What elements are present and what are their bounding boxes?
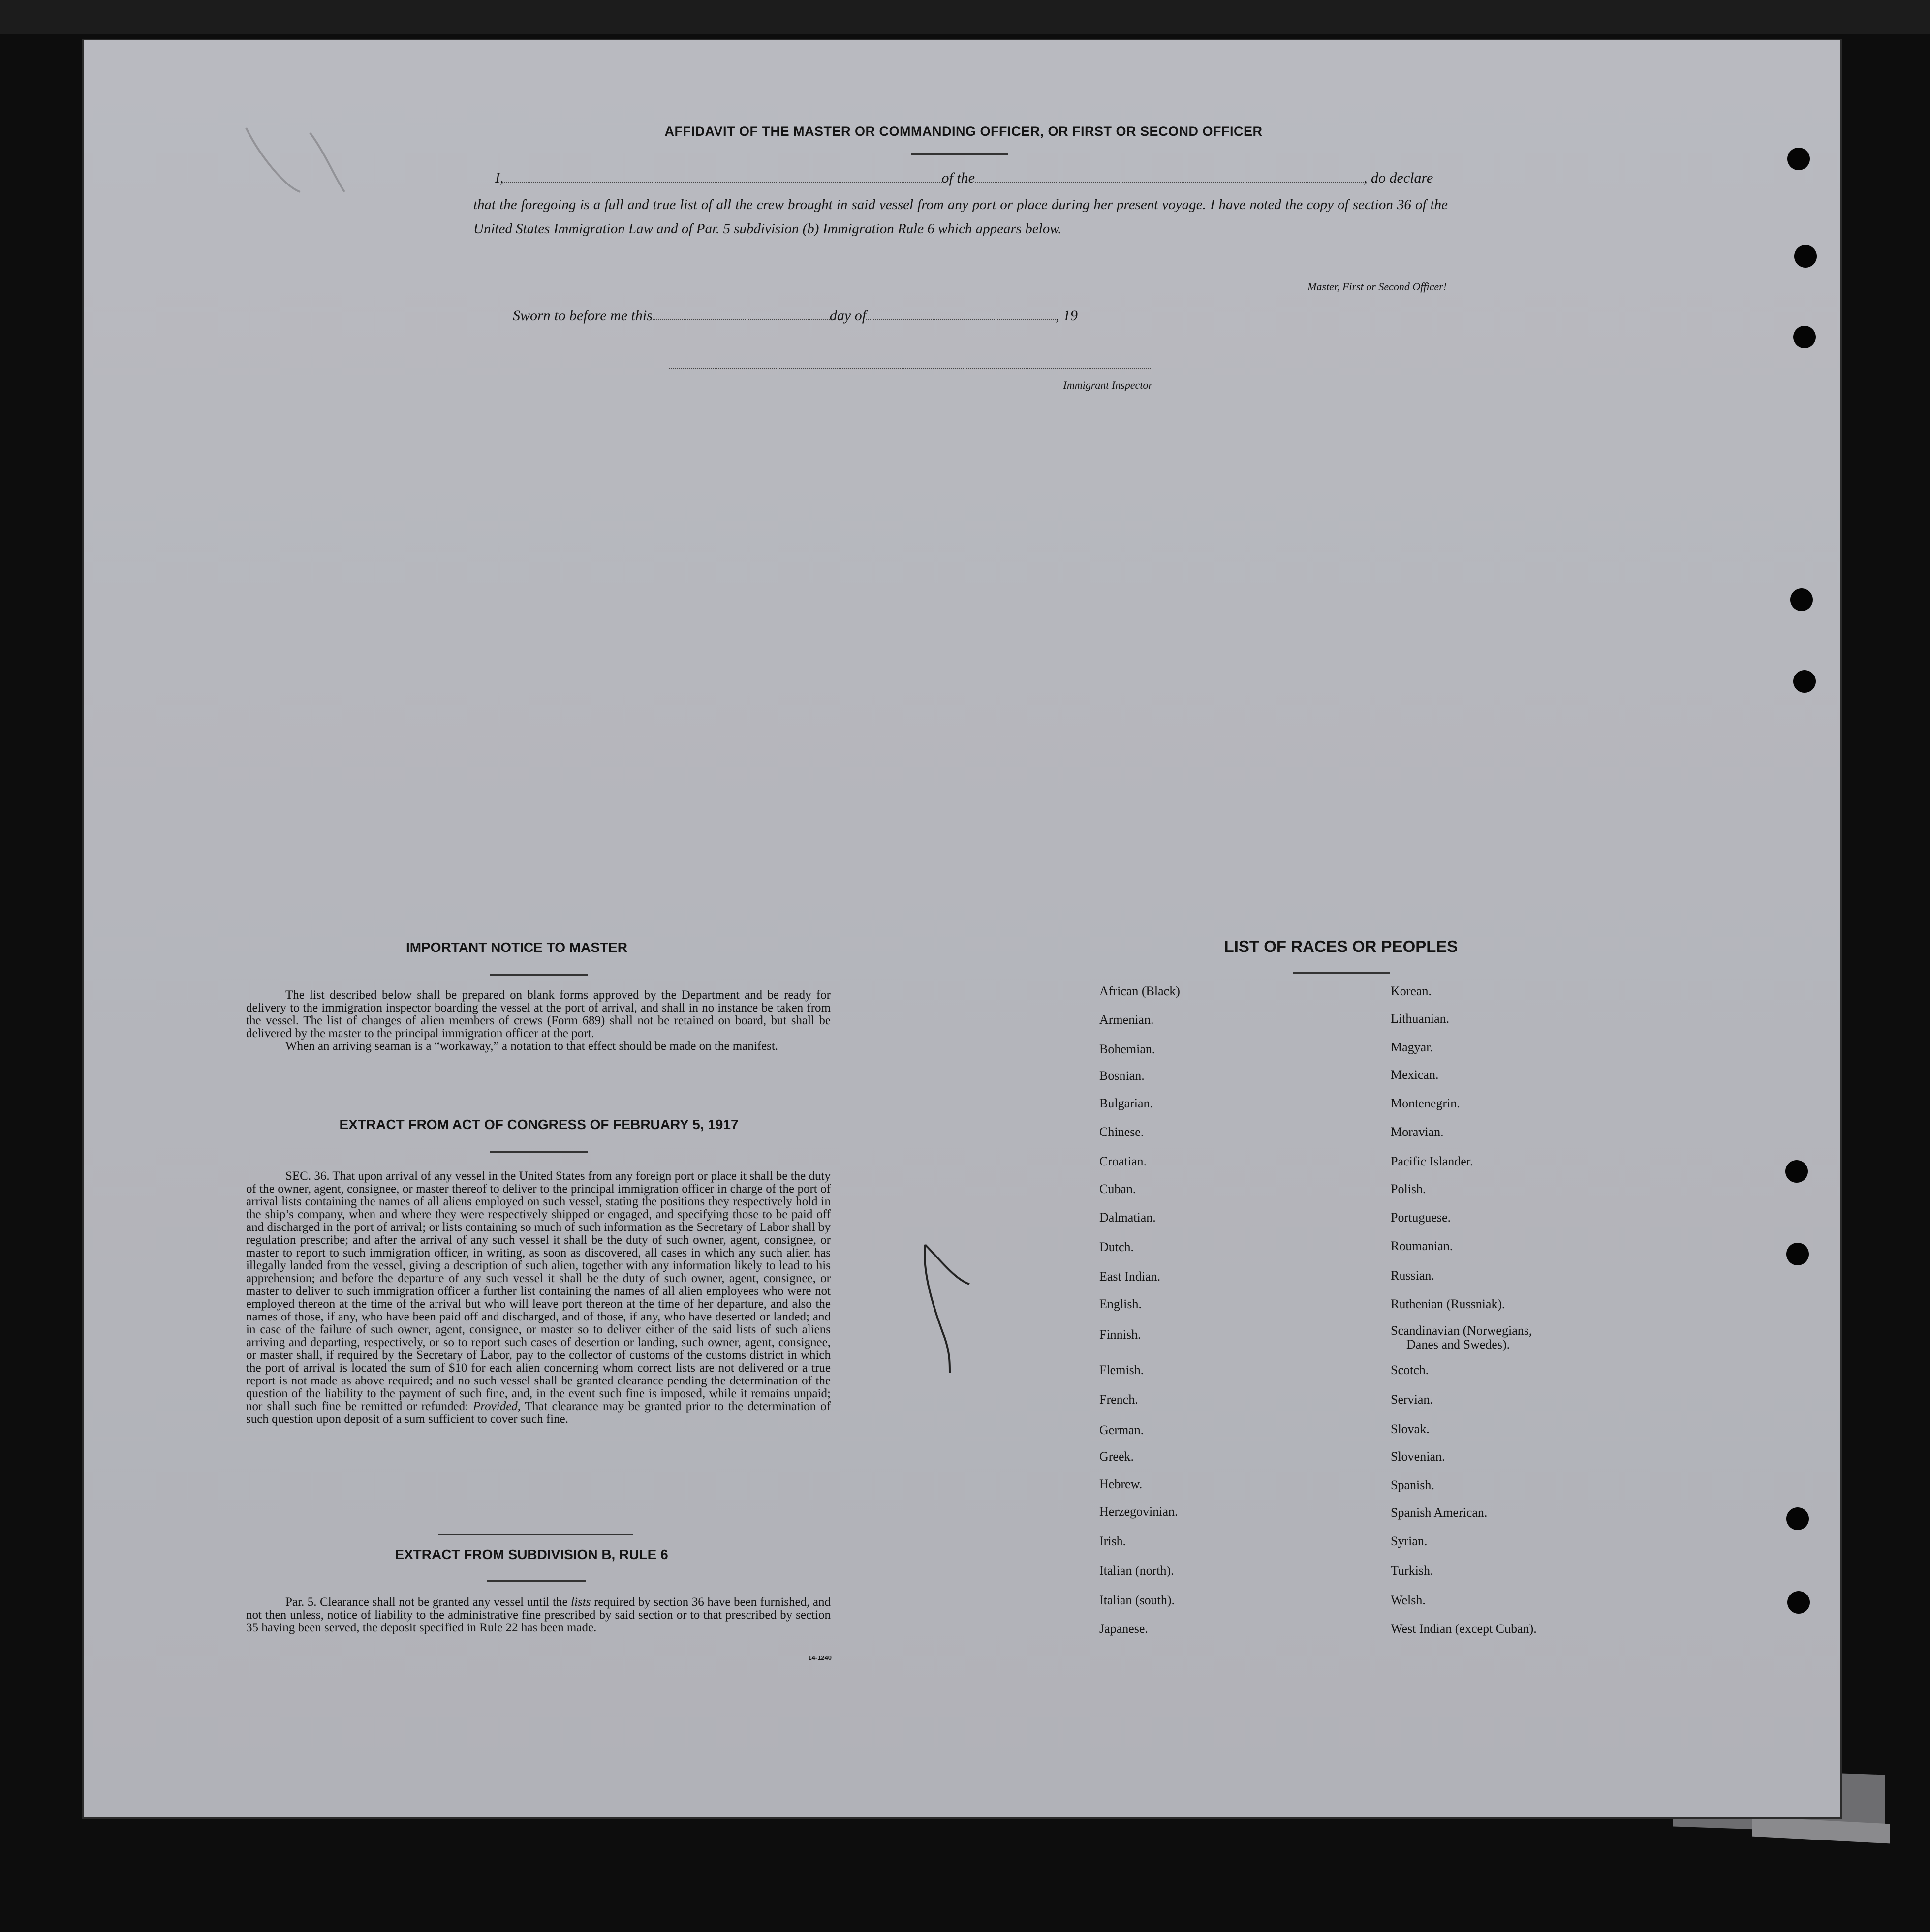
race-item: Danes and Swedes). [1406,1337,1510,1351]
race-item: Armenian. [1099,1012,1154,1027]
race-item: Roumanian. [1391,1239,1453,1253]
race-item: Scotch. [1391,1363,1429,1377]
race-item: Syrian. [1391,1534,1428,1548]
divider [438,1534,633,1535]
par5-before: Par. 5. Clearance shall not be granted any vessel until the [285,1595,568,1609]
punch-hole [1793,326,1816,348]
race-item: Greek. [1099,1449,1134,1464]
divider [490,1151,588,1153]
notice-body [246,989,831,1053]
i-label: I, [495,170,504,186]
race-item: Turkish. [1391,1564,1433,1578]
race-item: Herzegovinian. [1099,1504,1178,1519]
par5-after: required by section 36 have been furnished, and not then unless, notice of liability to the administrative fine prescribed by said section or to that prescribed by section 35 having been served, the deposit specified in Rule 22 has been made. [246,1595,831,1634]
notice-paragraph-1: The list described below shall be prepared on blank forms approved by the Department and be ready for delivery to the immigration inspector boarding the vessel at the port of arrival, and shall in no instance be taken from the vessel. The list of changes of alien members of crews (Form 689) shall not be retained on board, but shall be delivered by the master to the principal immigration officer at the port. [246,988,831,1040]
race-item: Cuban. [1099,1182,1136,1196]
inspector-signature-line[interactable] [669,368,1152,369]
of-the-label: of the [941,170,975,186]
race-item: Japanese. [1099,1622,1148,1636]
race-item: Finnish. [1099,1327,1141,1342]
race-item: East Indian. [1099,1269,1161,1284]
race-item: Pacific Islander. [1391,1154,1473,1168]
proviso-text: That clearance may be granted prior to the determination of such question upon deposit of a sum sufficient to cover such fine. [246,1400,831,1426]
race-item: Italian (north). [1099,1564,1174,1578]
affidavit-title: AFFIDAVIT OF THE MASTER OR COMMANDING OFFICER, OR FIRST OR SECOND OFFICER [664,124,1263,139]
scanner-background-strip [0,0,1930,34]
punch-hole [1787,1591,1810,1614]
paragraph-5-text [246,1596,831,1634]
divider [487,1580,586,1582]
extract-rule-title: EXTRACT FROM SUBDIVISION B, RULE 6 [395,1547,668,1562]
lists-word: lists [571,1595,591,1609]
race-item: Korean. [1391,984,1432,998]
handwritten-mark [915,1240,974,1378]
race-item: African (Black) [1099,984,1180,998]
punch-hole [1785,1160,1808,1183]
race-item: Hebrew. [1099,1477,1143,1491]
race-item: Croatian. [1099,1154,1147,1168]
race-item: Bulgarian. [1099,1096,1153,1110]
inspector-caption: Immigrant Inspector [1063,379,1152,391]
race-item: Italian (south). [1099,1593,1175,1607]
race-item: West Indian (except Cuban). [1391,1622,1537,1636]
race-item: Bosnian. [1099,1069,1145,1083]
divider [1293,972,1390,974]
punch-hole [1790,588,1813,611]
notice-paragraph-2: When an arriving seaman is a “workaway,” a notation to that effect should be made on the manifest. [285,1040,778,1053]
form-number: 14-1240 [808,1654,832,1661]
race-item: Irish. [1099,1534,1126,1548]
race-item: English. [1099,1297,1142,1311]
declare-label: , do declare [1364,170,1433,186]
race-item: Servian. [1391,1392,1433,1407]
race-item: Polish. [1391,1182,1426,1196]
year-label: , 19 [1056,307,1078,324]
race-item: Slovak. [1391,1422,1430,1436]
extract-act-title: EXTRACT FROM ACT OF CONGRESS OF FEBRUARY 5, 1917 [339,1117,739,1132]
race-item: Mexican. [1391,1068,1439,1082]
punch-hole [1787,148,1810,170]
race-item: Bohemian. [1099,1042,1155,1056]
vessel-name-field[interactable] [975,171,1364,183]
race-item: Flemish. [1099,1363,1144,1377]
notice-title: IMPORTANT NOTICE TO MASTER [405,940,628,955]
race-item: Dalmatian. [1099,1210,1156,1225]
race-item: German. [1099,1423,1144,1437]
punch-hole [1793,670,1816,693]
section-36-body: SEC. 36. That upon arrival of any vessel in the United States from any foreign port or place it shall be the duty of the owner, agent, consignee, or master thereof to deliver to the principal immigration officer in charge of the port of arrival lists containing the names of all aliens employed on such vessel, stating the positions they respectively hold in the ship’s company, when and where they were respectively shipped or engaged, and specifying those to be paid off and discharged in the port of arrival; or lists containing so much of such information as the Secretary of Labor shall by regulation prescribe; and after the arrival of any such vessel it shall be the duty of such owner, agent, consignee, or master to report to such immigration officer, in writing, as soon as discovered, all cases in which any such alien has illegally landed from the vessel, giving a description of such alien, together with any information likely to lead to his apprehension; and before the departure of any such vessel it shall be the duty of such owner, agent, consignee, or master to deliver to such immigration officer a further list containing the names of all alien employees who were not employed thereon at the time of the arrival but who will leave port thereon at the time of her departure, and also the names of those, if any, who have been paid off and discharged, and of those, if any, who have deserted or landed; and in case of the failure of such owner, agent, consignee, or master so to deliver either of the said lists of such aliens arriving and departing, respectively, or so to report such cases of desertion or landing, such owner, agent, consignee, or master shall, if required by the Secretary of Labor, pay to the collector of customs of the customs district in which the port of arrival is located the sum of $10 for each alien concerning whom correct lists are not delivered or a true report is not made as above required; and no such vessel shall be granted clearance pending the determination of the question of the liability to the payment of such fine, and, in the event such fine is imposed, while it remains unpaid; nor shall such fine be remitted or refunded: [246,1169,831,1413]
punch-hole [1786,1243,1809,1265]
master-name-field[interactable] [504,171,942,183]
race-item: Portuguese. [1391,1210,1451,1225]
race-item: Montenegrin. [1391,1096,1460,1110]
affidavit-statement: that the foregoing is a full and true list of all the crew brought in said vessel from any port or place during her present voyage. I have noted the copy of section 36 of the United States Immigration Law and of Par. 5 subdivision (b) Immigration Rule 6 which appears below. [473,197,1448,237]
race-item: Moravian. [1391,1125,1444,1139]
day-of-label: day of [829,307,867,324]
divider [911,153,1008,155]
sworn-month-field[interactable] [866,308,1056,320]
race-item: Russian. [1391,1268,1434,1283]
handwritten-mark-top [241,118,349,197]
punch-hole [1786,1507,1809,1530]
section-36-text [246,1170,831,1426]
master-signature-caption: Master, First or Second Officer! [1307,280,1447,293]
race-item: Scandinavian (Norwegians, [1391,1323,1532,1338]
affidavit-declaration-line [495,170,1433,186]
race-item: Slovenian. [1391,1449,1445,1464]
sworn-prefix: Sworn to before me this [513,307,653,324]
race-item: Lithuanian. [1391,1012,1450,1026]
sworn-line [513,307,1078,324]
race-item: Ruthenian (Russniak). [1391,1297,1505,1311]
sworn-day-field[interactable] [653,308,830,320]
race-item: Welsh. [1391,1593,1426,1607]
race-item: Chinese. [1099,1125,1144,1139]
race-item: Spanish American. [1391,1505,1488,1520]
race-item: French. [1099,1392,1138,1407]
races-title: LIST OF RACES OR PEOPLES [1224,937,1458,955]
punch-hole [1794,245,1817,268]
proviso-label: Provided, [473,1400,521,1413]
race-item: Magyar. [1391,1040,1433,1054]
race-item: Dutch. [1099,1240,1134,1254]
race-item: Spanish. [1391,1478,1434,1492]
divider [490,974,588,976]
